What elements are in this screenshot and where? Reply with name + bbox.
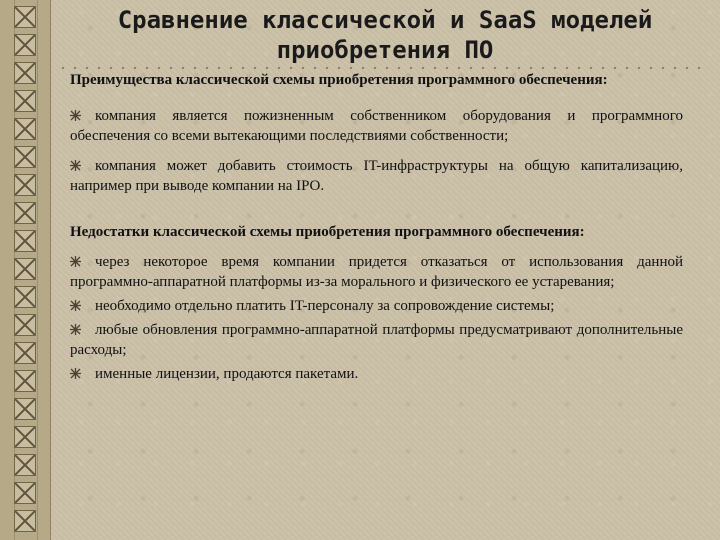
advantages-item <box>70 156 683 196</box>
woven-tile-icon <box>14 482 36 504</box>
asterisk-cross-icon <box>70 324 81 335</box>
woven-tile-icon <box>14 230 36 252</box>
asterisk-cross-icon <box>70 160 81 171</box>
asterisk-cross-icon <box>70 110 81 121</box>
woven-tile-icon <box>14 426 36 448</box>
disadvantages-item <box>70 252 683 292</box>
woven-tile-icon <box>14 510 36 532</box>
advantages-heading: Преимущества классической схемы приобретения программного обеспечения: <box>70 72 608 88</box>
slide-content <box>70 70 683 384</box>
woven-tile-icon <box>14 314 36 336</box>
woven-tile-icon <box>14 454 36 476</box>
disadvantages-item-text: именные лицензии, продаются пакетами. <box>95 366 359 382</box>
disadvantages-item-text: любые обновления программно-аппаратной платформы предусматривают дополнительные расходы; <box>70 322 683 358</box>
advantages-item-text: компания является пожизненным собственником оборудования и программного обеспечения со всеми вытекающими последствиями собственности; <box>70 108 683 144</box>
advantages-item-text: компания может добавить стоимость IT-инфраструктуры на общую капитализацию, например при выводе компании на IPO. <box>70 158 683 194</box>
woven-tile-icon <box>14 6 36 28</box>
woven-tile-icon <box>14 370 36 392</box>
disadvantages-item-text: необходимо отдельно платить IT-персоналу за сопровождение системы; <box>95 298 555 314</box>
disadvantages-item <box>70 296 683 316</box>
disadvantages-heading: Недостатки классической схемы приобретения программного обеспечения: <box>70 224 585 240</box>
slide-title: Сравнение классической и SaaS моделей приобретения ПО <box>117 6 653 64</box>
woven-tile-icon <box>14 146 36 168</box>
woven-tile-icon <box>14 286 36 308</box>
asterisk-cross-icon <box>70 300 81 311</box>
disadvantages-item-text: через некоторое время компании придется отказаться от использования данной программно-аппаратной платформы из-за морального и физического ее устаревания; <box>70 254 683 290</box>
woven-tile-icon <box>14 62 36 84</box>
woven-tile-icon <box>14 342 36 364</box>
asterisk-cross-icon <box>70 256 81 267</box>
woven-tile-icon <box>14 90 36 112</box>
woven-tile-icon <box>14 202 36 224</box>
left-decorative-border <box>0 0 51 540</box>
asterisk-cross-icon <box>70 368 81 379</box>
disadvantages-item <box>70 364 683 384</box>
woven-tile-icon <box>14 398 36 420</box>
woven-tile-icon <box>14 118 36 140</box>
woven-tile-icon <box>14 34 36 56</box>
woven-tile-icon <box>14 174 36 196</box>
disadvantages-item <box>70 320 683 360</box>
advantages-item <box>70 106 683 146</box>
woven-tile-icon <box>14 258 36 280</box>
